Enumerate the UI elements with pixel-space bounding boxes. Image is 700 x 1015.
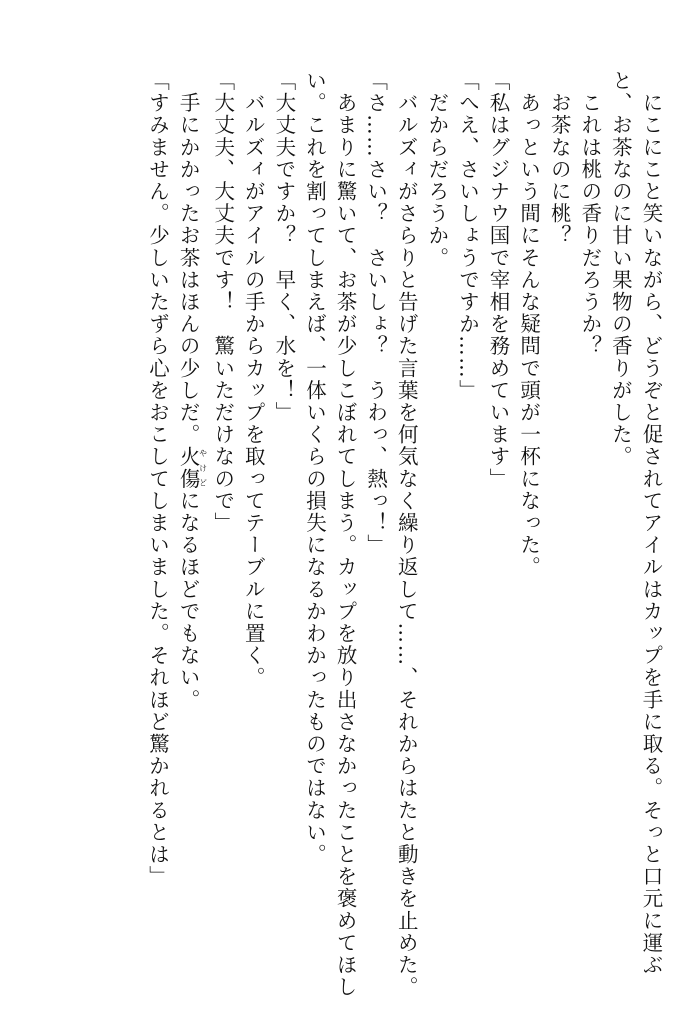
dialogue-line: 「大丈夫ですか？ 早く、水を！」 [271,70,296,424]
text-segment: になるほどでもない。 [176,489,201,711]
dialogue-line: 「さ……さい？ さいしょ？ うわっ、熱っ！」 [363,70,388,557]
text-line: あまりに驚いて、お茶が少しこぼれてしまう。カップを放り出さなかったことを褒めてほし [333,70,358,999]
furigana-ruby [176,445,208,490]
dialogue-line: 「大丈夫、大丈夫です！ 驚いただけなので」 [210,70,235,535]
vertical-text-body [26,70,666,999]
dialogue-line: 「すみません。少しいたずら心をおこしてしまいました。それほど驚かれるとは」 [145,70,170,888]
ruby-base: 火傷 [176,445,201,490]
text-line: バルズィがアイルの手からカップを取ってテーブルに置く。 [241,70,266,689]
ruby-reading: やけど [198,445,208,490]
dialogue-line: 「私はグジナウ国で宰相を務めています」 [486,70,511,490]
text-line: これは桃の香りだろうか？ [577,70,602,358]
text-line: と、お茶なのに甘い果物の香りがした。 [608,70,633,468]
text-line: い。これを割ってしまえば、一体いくらの損失になるかわかったものではない。 [302,70,327,866]
dialogue-line: 「へえ、さいしょうですか……」 [455,70,480,402]
text-line: バルズィがさらりと告げた言葉を何気なく繰り返して……、それからはたと動きを止めた。 [394,70,419,999]
text-line-with-ruby [173,70,208,950]
text-line: お茶なのに桃？ [547,70,572,247]
text-line: だからだろうか。 [424,70,449,269]
text-line: あっという間にそんな疑問で頭が一杯になった。 [516,70,541,579]
text-segment: 手にかかったお茶はほんの少しだ。 [176,70,201,446]
text-line: にこにこと笑いながら、どうぞと促されてアイルはカップを手に取る。そっと口元に運ぶ [639,70,663,977]
